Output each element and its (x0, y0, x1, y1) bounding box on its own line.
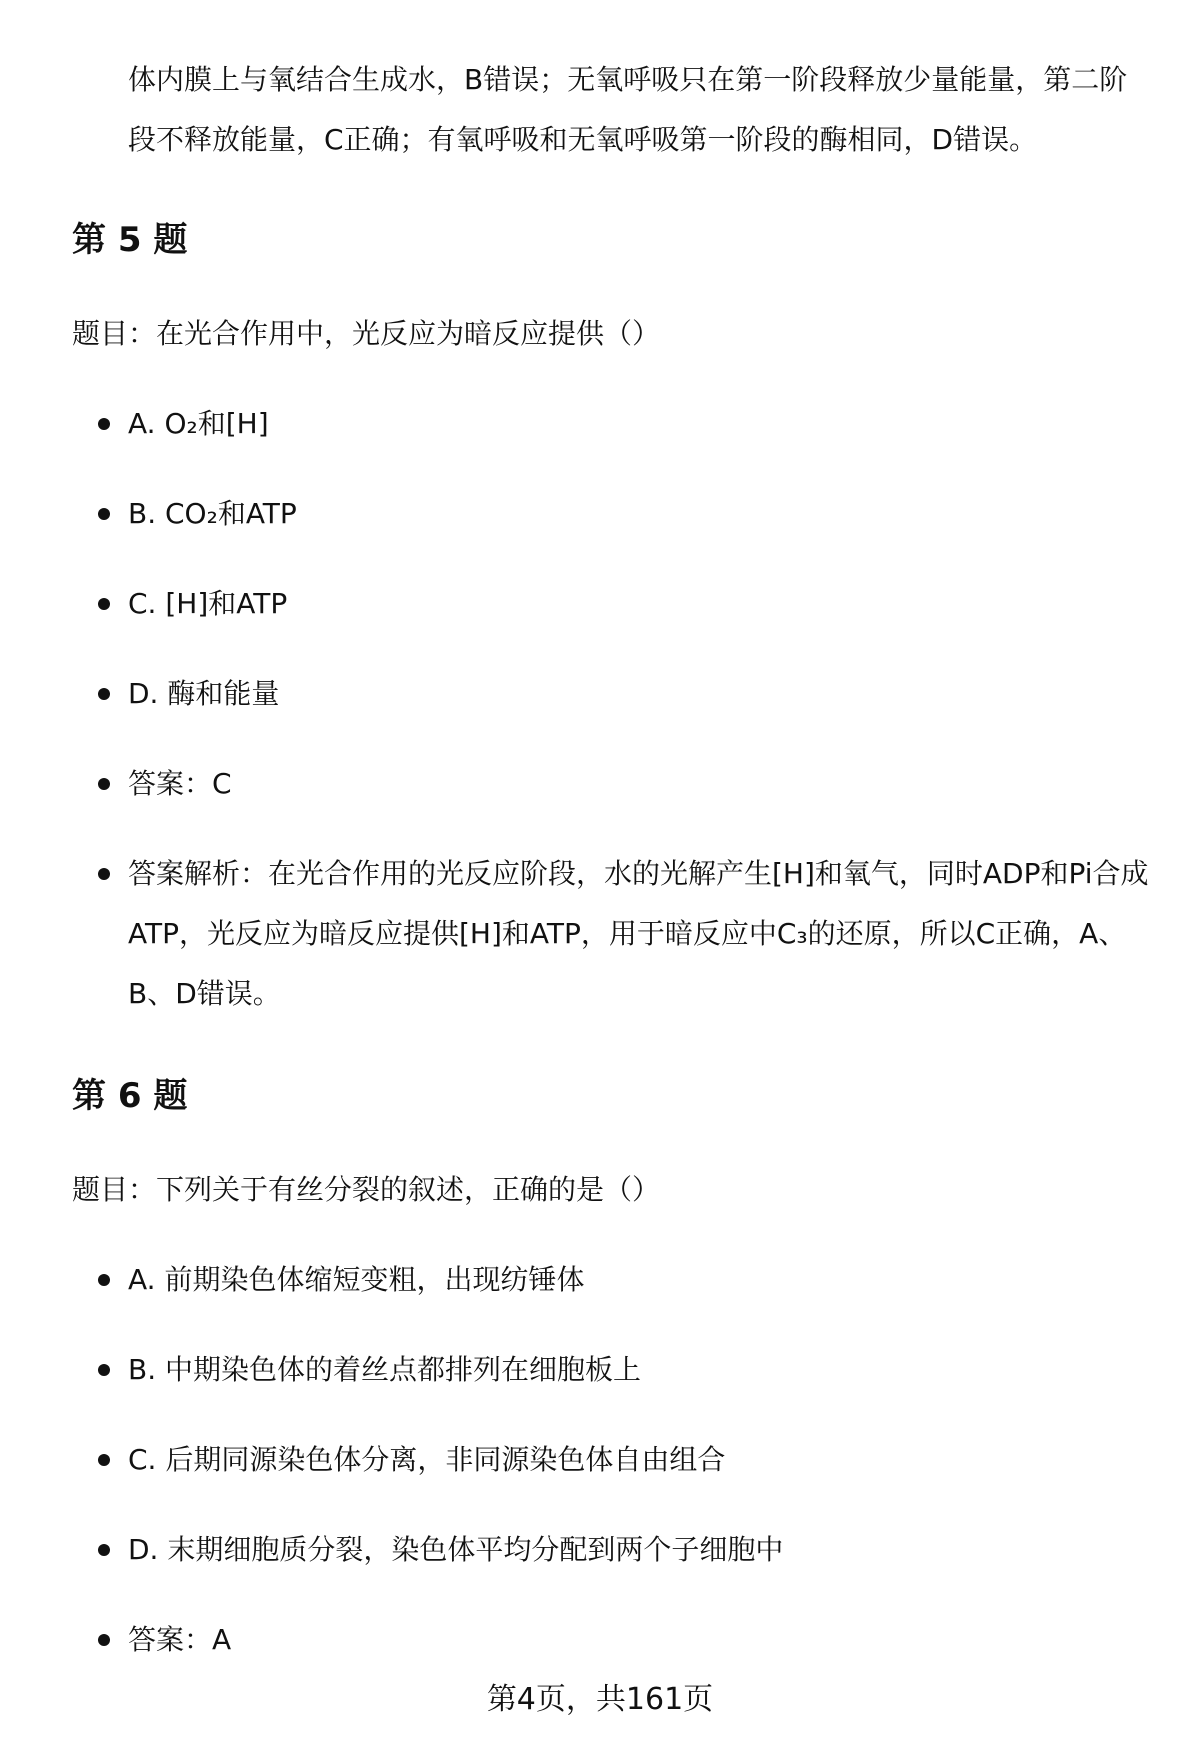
question-6-option-c: C. 后期同源染色体分离，非同源染色体自由组合 (128, 1443, 726, 1476)
bullet-icon (98, 508, 110, 520)
bullet-icon (98, 1364, 110, 1376)
bullet-icon (98, 778, 110, 790)
bullet-icon (98, 1544, 110, 1556)
question-5-heading: 第 5 题 (72, 220, 188, 260)
question-5-explanation: 答案解析：在光合作用的光反应阶段，水的光解产生[H]和氧气，同时ADP和Pi合成ATP，光反应为暗反应提供[H]和ATP，用于暗反应中C₃的还原，所以C正确，A、B、D错误。 (128, 857, 1149, 1010)
question-5-option-d: D. 酶和能量 (128, 677, 280, 710)
question-6-option-d: D. 末期细胞质分裂，染色体平均分配到两个子细胞中 (128, 1533, 784, 1566)
bullet-icon (98, 1274, 110, 1286)
question-5-option-a: A. O₂和[H] (128, 407, 269, 440)
previous-explanation-continuation: 体内膜上与氧结合生成水，B错误；无氧呼吸只在第一阶段释放少量能量，第二阶段不释放能量，C正确；有氧呼吸和无氧呼吸第一阶段的酶相同，D错误。 (128, 63, 1128, 156)
page-number-footer: 第4页，共161页 (486, 1682, 714, 1717)
bullet-icon (98, 1634, 110, 1646)
bullet-icon (98, 1454, 110, 1466)
question-6-option-b: B. 中期染色体的着丝点都排列在细胞板上 (128, 1353, 642, 1386)
question-6-option-a: A. 前期染色体缩短变粗，出现纺锤体 (128, 1263, 585, 1296)
question-6-stem: 题目：下列关于有丝分裂的叙述，正确的是（） (72, 1173, 661, 1206)
question-6-answer: 答案：A (128, 1623, 232, 1656)
question-6-heading: 第 6 题 (72, 1076, 188, 1116)
question-5-answer: 答案：C (128, 767, 232, 800)
bullet-icon (98, 418, 110, 430)
bullet-icon (98, 688, 110, 700)
bullet-icon (98, 868, 110, 880)
bullet-icon (98, 598, 110, 610)
question-5-option-b: B. CO₂和ATP (128, 497, 297, 530)
question-5-stem: 题目：在光合作用中，光反应为暗反应提供（） (72, 317, 661, 350)
question-5-option-c: C. [H]和ATP (128, 587, 288, 620)
